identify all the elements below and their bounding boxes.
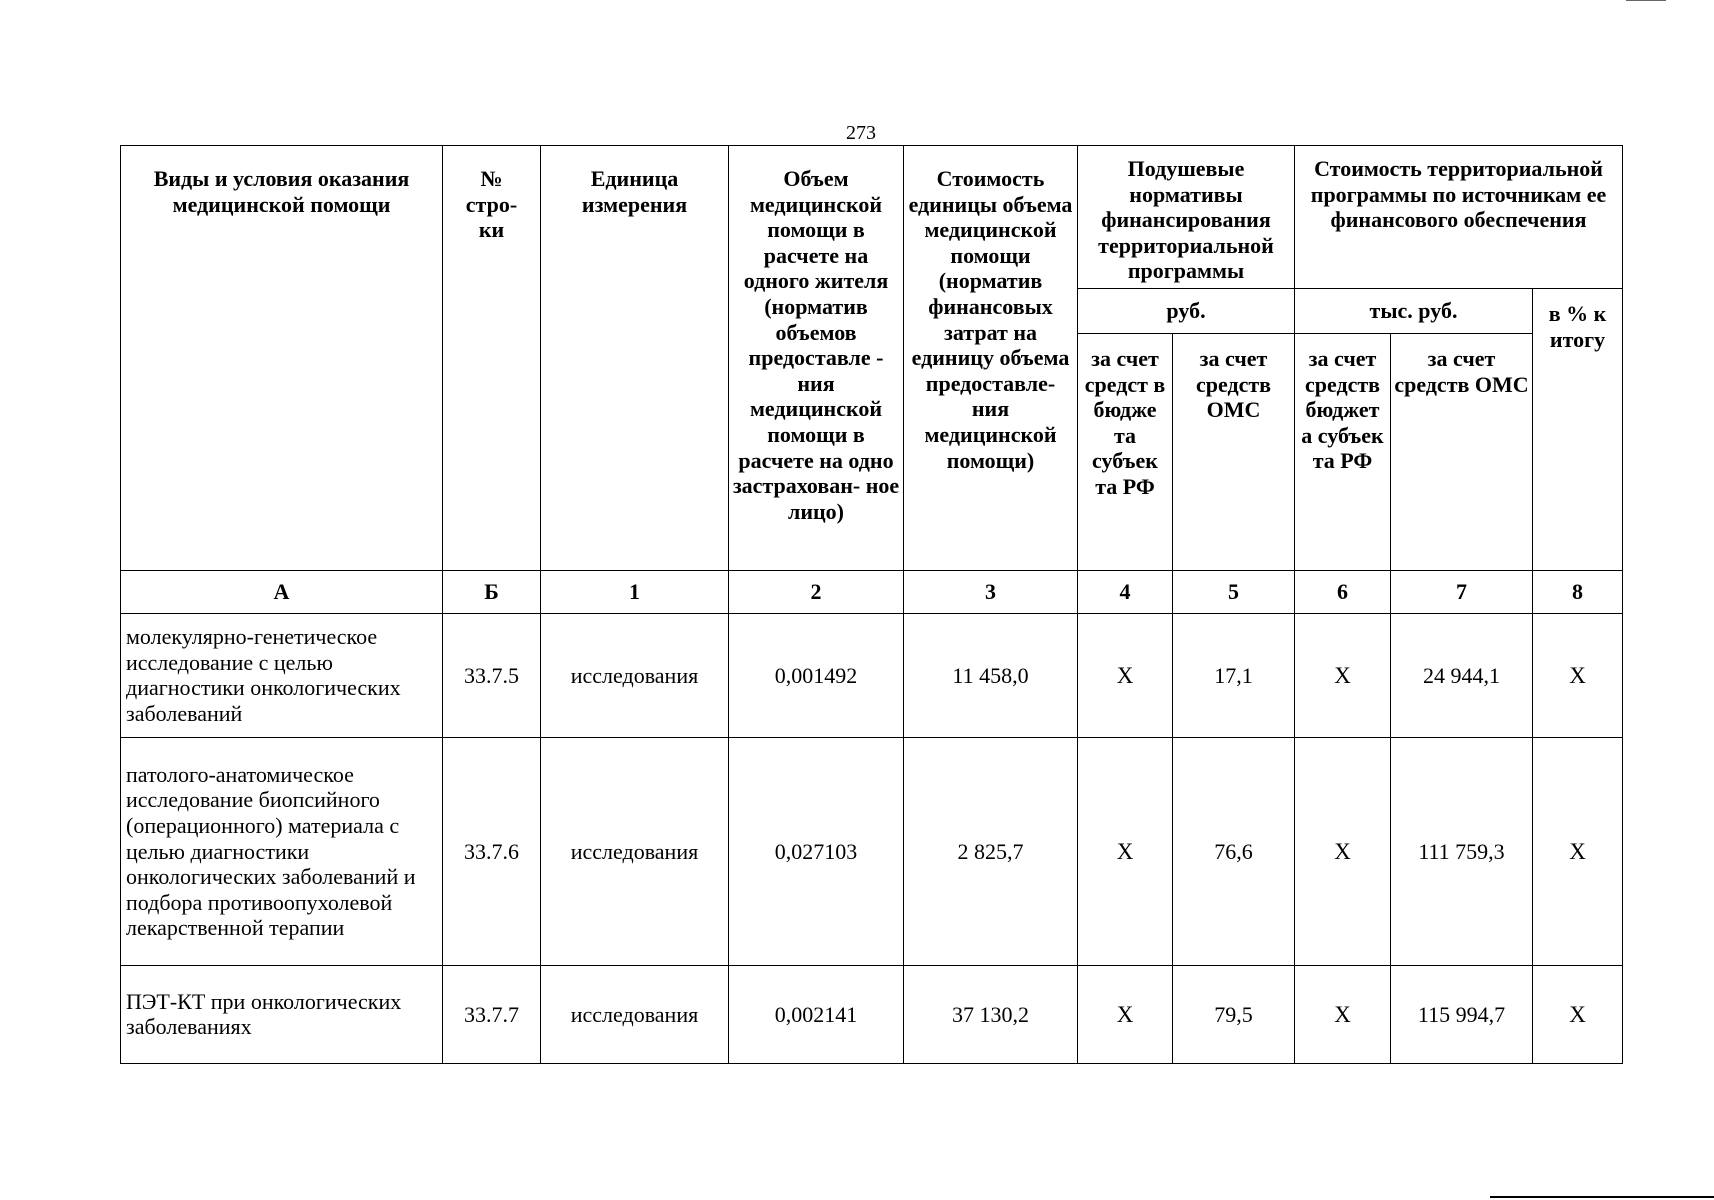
volume-cell: 0,001492	[729, 613, 904, 737]
table-row	[121, 965, 1623, 1063]
oms-total-cell: 111 759,3	[1391, 737, 1533, 965]
header-volume: Объем медицинской помощи в расчете на одного жителя (норматив объемов предоставле - ния медицинской помощи в расчете на одно застрахован- ное лицо)	[729, 146, 904, 571]
budget-total-cell: Х	[1295, 965, 1391, 1063]
header-row-number-line2: стро-	[465, 191, 518, 217]
oms-per-capita-cell: 17,1	[1173, 613, 1295, 737]
header-program-cost-group: Стоимость территориальной программы по источникам ее финансового обеспечения	[1295, 146, 1623, 289]
budget-per-capita-cell: Х	[1078, 737, 1173, 965]
volume-cell: 0,027103	[729, 737, 904, 965]
header-budget-per-capita: за счет средст в бюдже та субъек та РФ	[1078, 333, 1173, 570]
percent-cell: Х	[1533, 737, 1623, 965]
oms-total-cell: 24 944,1	[1391, 613, 1533, 737]
unit-cell: исследования	[541, 737, 729, 965]
header-row-number-line3: ки	[478, 217, 505, 243]
column-number-6: 6	[1295, 570, 1391, 613]
header-unit-cost: Стоимость единицы объема медицинской помощи (норматив финансовых затрат на единицу объема предоставле- ния медицинской помощи)	[904, 146, 1078, 571]
oms-per-capita-cell: 76,6	[1173, 737, 1295, 965]
column-number-3: 3	[904, 570, 1078, 613]
column-number-8: 8	[1533, 570, 1623, 613]
oms-total-cell: 115 994,7	[1391, 965, 1533, 1063]
column-number-7: 7	[1391, 570, 1533, 613]
column-number-1: 1	[541, 570, 729, 613]
oms-per-capita-cell: 79,5	[1173, 965, 1295, 1063]
header-budget-total: за счет средств бюджет а субъек та РФ	[1295, 333, 1391, 570]
row-number-cell: 33.7.5	[443, 613, 541, 737]
header-row-number	[443, 146, 541, 571]
scan-edge-mark	[1626, 0, 1666, 2]
column-number-row	[121, 570, 1623, 613]
page-number: 273	[846, 122, 876, 144]
column-number-5: 5	[1173, 570, 1295, 613]
header-unit-thousand-rub: тыс. руб.	[1295, 288, 1533, 333]
volume-cell: 0,002141	[729, 965, 904, 1063]
table-row	[121, 737, 1623, 965]
header-percent-of-total: в % к итогу	[1533, 288, 1623, 570]
row-number-cell: 33.7.7	[443, 965, 541, 1063]
column-number-2: 2	[729, 570, 904, 613]
header-oms-total: за счет средств ОМС	[1391, 333, 1533, 570]
budget-per-capita-cell: Х	[1078, 613, 1173, 737]
header-per-capita-group: Подушевые нормативы финансирования территориальной программы	[1078, 146, 1295, 289]
budget-total-cell: Х	[1295, 613, 1391, 737]
column-number-b: Б	[443, 570, 541, 613]
percent-cell: Х	[1533, 613, 1623, 737]
unit-cell: исследования	[541, 965, 729, 1063]
table-row	[121, 613, 1623, 737]
care-type-cell: молекулярно-генетическое исследование с целью диагностики онкологических заболеваний	[121, 613, 443, 737]
care-type-cell: патолого-анатомическое исследование биопсийного (операционного) материала с целью диагностики онкологических заболеваний и подбора противоопухолевой лекарственной терапии	[121, 737, 443, 965]
header-oms-per-capita: за счет средств ОМС	[1173, 333, 1295, 570]
unit-cost-cell: 11 458,0	[904, 613, 1078, 737]
header-unit-rub: руб.	[1078, 288, 1295, 333]
budget-per-capita-cell: Х	[1078, 965, 1173, 1063]
header-unit: Единица измерения	[541, 146, 729, 571]
care-type-cell: ПЭТ-КТ при онкологических заболеваниях	[121, 965, 443, 1063]
medical-care-cost-table	[120, 145, 1623, 1064]
column-number-a: А	[121, 570, 443, 613]
unit-cost-cell: 37 130,2	[904, 965, 1078, 1063]
scan-edge-mark	[1490, 1196, 1714, 1199]
column-number-4: 4	[1078, 570, 1173, 613]
unit-cost-cell: 2 825,7	[904, 737, 1078, 965]
header-row-number-line1: №	[480, 166, 503, 191]
header-care-type: Виды и условия оказания медицинской помощи	[121, 146, 443, 571]
row-number-cell: 33.7.6	[443, 737, 541, 965]
unit-cell: исследования	[541, 613, 729, 737]
header-row-1	[121, 146, 1623, 289]
budget-total-cell: Х	[1295, 737, 1391, 965]
percent-cell: Х	[1533, 965, 1623, 1063]
